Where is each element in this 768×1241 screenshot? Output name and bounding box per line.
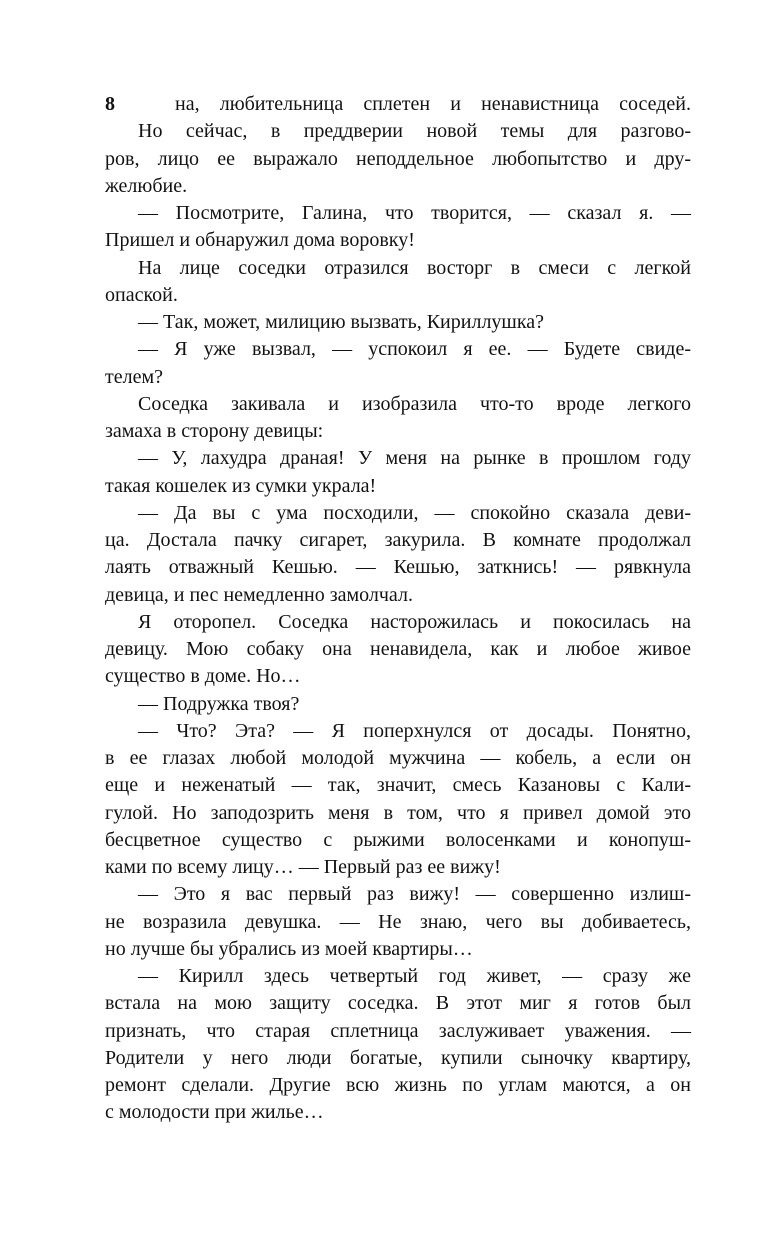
- text-line: лаять отважный Кешью. — Кешью, заткнись! — рявкнула: [105, 556, 691, 579]
- text-line: желюбие.: [105, 174, 188, 197]
- paragraph: [105, 118, 691, 200]
- text-line: — Так, может, милицию вызвать, Кириллушка?: [138, 311, 544, 333]
- text-line: опаской.: [105, 283, 178, 306]
- paragraph: [105, 963, 691, 1127]
- text-line: не возразила девушка. — Не знаю, чего вы добиваетесь,: [105, 910, 691, 933]
- text-line: но лучше бы убрались из моей квартиры…: [105, 937, 473, 960]
- text-line: [105, 91, 691, 118]
- text-line: — Да вы с ума посходили, — спокойно сказала деви-: [138, 501, 691, 524]
- text-line: — Посмотрите, Галина, что творится, — сказал я. —: [138, 202, 691, 224]
- text-line: — Кирилл здесь четвертый год живет, — сразу же: [138, 965, 691, 987]
- text-line: Родители у него люди богатые, купили сыночку квартиру,: [105, 1046, 691, 1069]
- text-line: Но сейчас, в преддверии новой темы для разгово-: [138, 120, 691, 143]
- paragraph: [105, 718, 691, 882]
- text-line: Пришел и обнаружил дома воровку!: [105, 229, 415, 252]
- text-line: — Это я вас первый раз вижу! — совершенно излиш-: [138, 883, 691, 906]
- paragraph: [105, 445, 691, 500]
- text-line: Соседка закивала и изобразила что-то вроде легкого: [138, 392, 691, 415]
- paragraph: [105, 500, 691, 609]
- text-line: такая кошелек из сумки украла!: [105, 474, 377, 497]
- text-line: признать, что старая сплетница заслуживает уважения. —: [105, 1019, 691, 1042]
- text-line: ца. Достала пачку сигарет, закурила. В комнате продолжал: [105, 529, 691, 551]
- paragraph: [105, 336, 691, 391]
- text-line: девица, и пес немедленно замолчал.: [105, 583, 413, 606]
- paragraph: [105, 309, 691, 336]
- text-line: — Я уже вызвал, — успокоил я ее. — Будете свиде-: [138, 338, 691, 361]
- text-line: — Что? Эта? — Я поперхнулся от досады. Понятно,: [138, 719, 691, 742]
- text-line: ров, лицо ее выражало неподдельное любопытство и дру-: [105, 147, 691, 170]
- text-column: [105, 91, 691, 1127]
- text-line: — Подружка твоя?: [138, 692, 300, 715]
- text-line: ками по всему лицу… — Первый раз ее вижу!: [105, 856, 501, 878]
- text-line-content: на, любительница сплетен и ненавистница соседей.: [175, 93, 691, 115]
- paragraph: [105, 691, 691, 718]
- paragraph: [105, 881, 691, 963]
- text-line: Я оторопел. Соседка насторожилась и покосилась на: [138, 610, 691, 633]
- text-line: девицу. Мою собаку она ненавидела, как и любое живое: [105, 638, 691, 660]
- paragraph: [105, 391, 691, 446]
- text-line: — У, лахудра драная! У меня на рынке в прошлом году: [138, 447, 691, 470]
- paragraph: [105, 255, 691, 310]
- text-line: в ее глазах любой молодой мужчина — кобель, а если он: [105, 747, 691, 769]
- page-number: 8: [105, 93, 115, 115]
- text-line: еще и неженатый — так, значит, смесь Казановы с Кали-: [105, 774, 691, 797]
- text-line: телем?: [105, 365, 164, 388]
- paragraph: [105, 200, 691, 255]
- text-line: бесцветное существо с рыжими волосенками и конопуш-: [105, 828, 691, 851]
- text-line: На лице соседки отразился восторг в смеси с легкой: [138, 256, 691, 279]
- text-line: ремонт сделали. Другие всю жизнь по углам маются, а он: [105, 1074, 691, 1096]
- text-line: замаха в сторону девицы:: [105, 420, 324, 442]
- paragraph: [105, 91, 691, 118]
- text-line: встала на мою защиту соседка. В этот миг я готов был: [105, 992, 691, 1015]
- text-line: существо в доме. Но…: [105, 665, 301, 688]
- paragraph: [105, 609, 691, 691]
- text-line: гулой. Но заподозрить меня в том, что я привел домой это: [105, 801, 691, 824]
- text-line: с молодости при жилье…: [105, 1101, 324, 1124]
